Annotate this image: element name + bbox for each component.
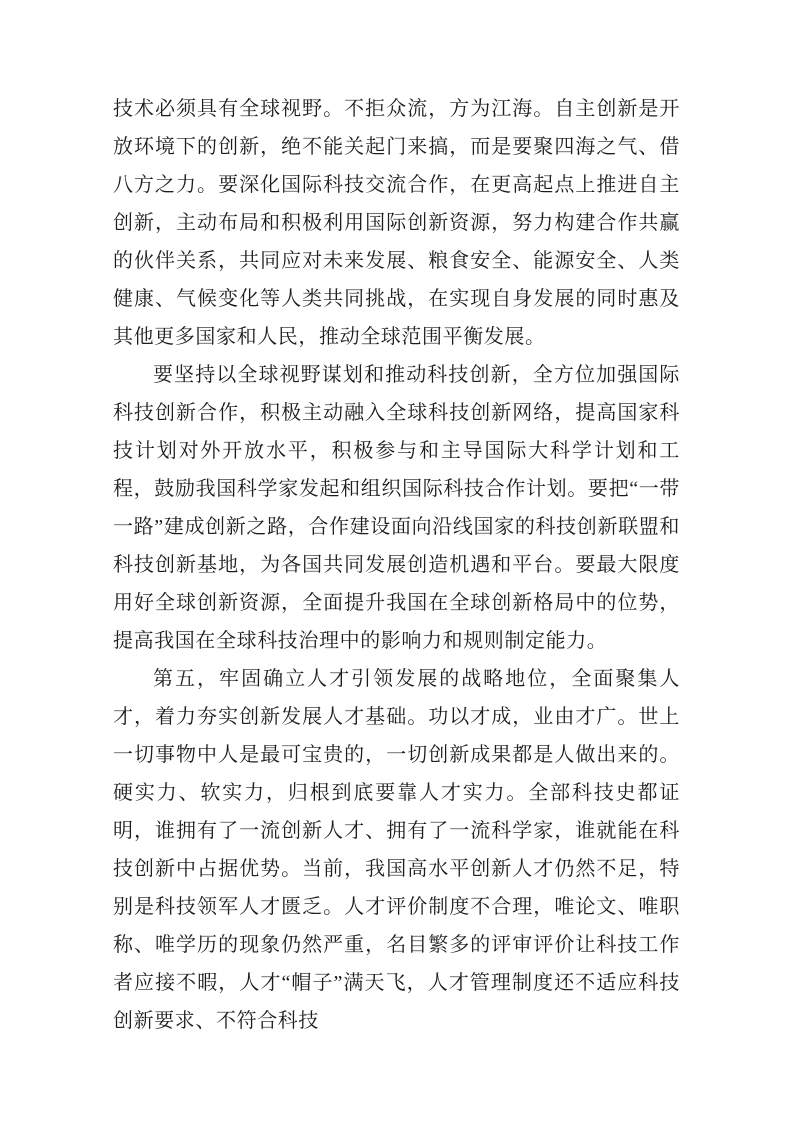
document-text-area: [113, 90, 680, 1040]
body-paragraph-1: 技术必须具有全球视野。不拒众流，方为江海。自主创新是开放环境下的创新，绝不能关起门来搞，而是要聚四海之气、借八方之力。要深化国际科技交流合作，在更高起点上推进自主创新，主动布局和积极利用国际创新资源，努力构建合作共赢的伙伴关系，共同应对未来发展、粮食安全、能源安全、人类健康、气候变化等人类共同挑战，在实现自身发展的同时惠及其他更多国家和人民，推动全球范围平衡发展。: [113, 98, 680, 348]
body-paragraph-3: 第五，牢固确立人才引领发展的战略地位，全面聚集人才，着力夯实创新发展人才基础。功以才成，业由才广。世上一切事物中人是最可宝贵的，一切创新成果都是人做出来的。硬实力、软实力，归根到底要靠人才实力。全部科技史都证明，谁拥有了一流创新人才、拥有了一流科学家，谁就能在科技创新中占据优势。当前，我国高水平创新人才仍然不足，特别是科技领军人才匮乏。人才评价制度不合理，唯论文、唯职称、唯学历的现象仍然严重，名目繁多的评审评价让科技工作者应接不暇，人才“帽子”满天飞，人才管理制度还不适应科技创新要求、不符合科技: [113, 668, 680, 1032]
body-paragraph-2: 要坚持以全球视野谋划和推动科技创新，全方位加强国际科技创新合作，积极主动融入全球科技创新网络，提高国家科技计划对外开放水平，积极参与和主导国际大科学计划和工程，鼓励我国科学家发起和组织国际科技合作计划。要把“一带一路”建成创新之路，合作建设面向沿线国家的科技创新联盟和科技创新基地，为各国共同发展创造机遇和平台。要最大限度用好全球创新资源，全面提升我国在全球创新格局中的位势，提高我国在全球科技治理中的影响力和规则制定能力。: [113, 364, 680, 652]
